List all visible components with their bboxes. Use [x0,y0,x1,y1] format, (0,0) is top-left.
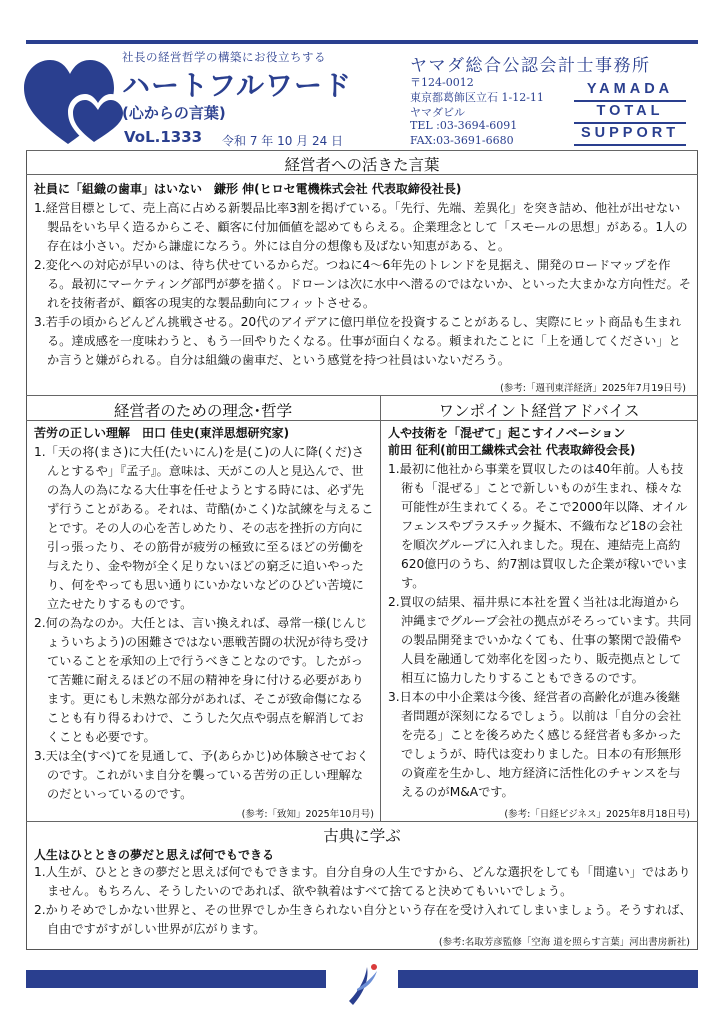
section1-item-2: 2.変化への対応が早いのは、待ち伏せているからだ。つねに4～6年先のトレンドを見据え、開発のロードマップを作る。最初にマーケティング部門が夢を描く。ドローンは次に水中へ潜るのではないか、といった大まかな方向性だ。それを技術者が、顧客の現実的な製品動向にフィットさせる。 [34,258,691,310]
address: 東京都葛飾区立石 1-12-11 [410,91,544,104]
hearts-logo-icon [20,52,132,152]
section1-subheading: 社員に「組織の歯車」はいない 鎌形 伸(ヒロセ電機株式会社 代表取締役社長) [34,182,462,196]
section2-subheading: 苦労の正しい理解 田口 佳史(東洋思想研究家) [34,426,290,440]
section4-item-2: 2.かりそめでしかない世界と、その世界でしか生きられない自分という存在を受け入れてしまいましょう。そうすれば、自由ですがすがしい世界が広がります。 [34,903,692,936]
section4-top-rule [26,821,698,822]
section2-source: (参考:「致知」2025年10月号) [241,809,374,820]
section1-source: (参考:「週刊東洋経済」2025年7月19日号) [500,383,686,394]
section2-item-1: 1.「天の将(まさ)に大任(たいにん)を是(こ)の人に降(くだ)さんとするや」『孟子』。意味は、天がこの人と見込んで、世の為人の為になる大仕事を任せようとする時には、必ず先ず行うことがある。それは、苛酷(かこく)な試練を与えることです。その人の心を苦しめたり、その志を挫折の方向に引っ張ったり、その筋骨が疲労の極致に至るほどの労働を与えたり、金や物が全く足りないほどの窮乏に追いやったり、何をやっても思い通りにいかないなどのひどい苦境に立たせたりするものです。 [34,445,374,611]
section4-body [34,863,692,939]
section4-source: (参考:名取芳彦監修「空海 道を照らす言葉」河出書房新社) [438,937,690,948]
section3-heading: ワンポイント経営アドバイス [438,402,640,420]
section3-source: (参考:「日経ビジネス」2025年8月18日号) [504,809,690,820]
column-divider [380,395,381,821]
newsletter-subtitle: (心からの言葉) [122,104,226,122]
yamada-total-support-logo [574,80,686,146]
section3-subheading-1: 人や技術を「混ぜて」起こすイノベーション [388,426,626,440]
footer-bar-left [26,970,326,988]
section1-top-rule [26,150,698,151]
logo-line-1: YAMADA [574,80,686,102]
section3-item-3: 3.日本の中小企業は今後、経営者の高齢化が進み後継者問題が深刻になるでしょう。以前は「自分の会社を売る」ことを後ろめたく感じる経営者も多かったでしょうが、時代は変わりました。日本の有形無形の資産を生かし、地方経済に活性化のチャンスを与えるのがM&Aです。 [388,690,682,799]
logo-line-2: TOTAL [574,102,686,124]
volume-number: VoL.1333 [124,128,203,146]
section2-item-3: 3.天は全(すべ)てを見通して、予(あらかじ)め体験させておくのです。これがいま自分を襲っている苦労の正しい理解なのだといっているのです。 [34,749,369,801]
section1-heading: 経営者への活きた言葉 [284,156,440,174]
section2-body [34,443,374,804]
logo-line-3: SUPPORT [574,124,686,146]
section4-heading: 古典に学ぶ [323,827,401,845]
section4-item-1: 1.人生が、ひとときの夢だと思えば何でもできます。自分自身の人生ですから、どんな選択をしても「間違い」ではありません。もちろん、そうしたいのであれば、欲や執着はすべて捨てると決めてもいいでしょう。 [34,865,691,898]
section1-item-1: 1.経営目標として、売上高に占める新製品比率3割を掲げている。「先行、先端、差異化」を突き詰め、他社が出せない製品をいち早く造るからこそ、顧客に付加価値を認めてもらえる。企業理念として「スモールの思想」がある。1人の存在は小さい。だから謙虚になろう。外には自分の想像も及ばない知恵がある、と。 [34,201,688,253]
fax: FAX:03-3691-6680 [410,134,514,147]
section3-body [388,460,692,802]
footer-bar-right [398,970,698,988]
section1-heading-rule [26,174,698,175]
header-top-rule [26,40,698,44]
section2-item-2: 2.何の為なのか。大任とは、言い換えれば、尋常一様(じんじょういちよう)の困難さではない悪戦苦闘の状況が待ち受けていることを承知の上で行うべきことなのです。したがって苦難に耐えるほどの不屈の精神を身に付ける必要があります。更にもし未熟な部分があれば、そこが致命傷になることも有り得るわけで、こうした欠点や弱点を解消しておくことも必要です。 [34,616,369,744]
issue-date: 令和 7 年 10 月 24 日 [222,134,344,148]
section3-subheading-2: 前田 征利(前田工繊株式会社 代表取締役会長) [388,443,636,457]
swoosh-logo-icon [343,961,383,1007]
postal-code: 〒124-0012 [410,76,474,89]
firm-name: ヤマダ総合公認会計士事務所 [410,56,651,76]
section1-item-3: 3.若手の頃からどんどん挑戦させる。20代のアイデアに億円単位を投資することがあるし、実際にヒット商品も生まれる。達成感を一度味わうと、もう一回やりたくなる。仕事が面白くなる。頼まれたことに「上を通してください」とか言うと嫌がられる。自分は組織の歯車だ、という感覚を持つ社員はいないだろう。 [34,315,682,367]
section1-bottom-rule [26,395,698,396]
newsletter-title: ハートフルワード [122,69,353,102]
section2-heading: 経営者のための理念･哲学 [113,402,293,420]
section3-item-1: 1.最初に他社から事業を買収したのは40年前。人も技術も「混ぜる」ことで新しいものが生まれ、様々な可能性が生まれてくる。そこで2000年以降、オイルフェンスやプラスチック擬木、不織布など18の会社を順次グループに入れました。現在、連結売上高約620億円のうち、約7割は買収した企業が稼いでいます。 [388,462,688,590]
section3-item-2: 2.買収の結果、福井県に本社を置く当社は北海道から沖縄までグループ会社の拠点がそろっています。共同の製品開発までいかなくても、仕事の繁閑で設備や人員を融通して効率化を図ったり、販売拠点として相互に協力したりすることもできるのです。 [388,595,692,685]
section4-subheading: 人生はひとときの夢だと思えば何でもできる [34,848,275,862]
tagline: 社長の経営哲学の構築にお役立ちする [122,50,326,64]
building: ヤマダビル [410,106,465,119]
section2-heading-rule [26,420,380,421]
tel: TEL :03-3694-6091 [410,119,518,132]
section1-body [34,199,692,370]
section3-heading-rule [380,420,698,421]
